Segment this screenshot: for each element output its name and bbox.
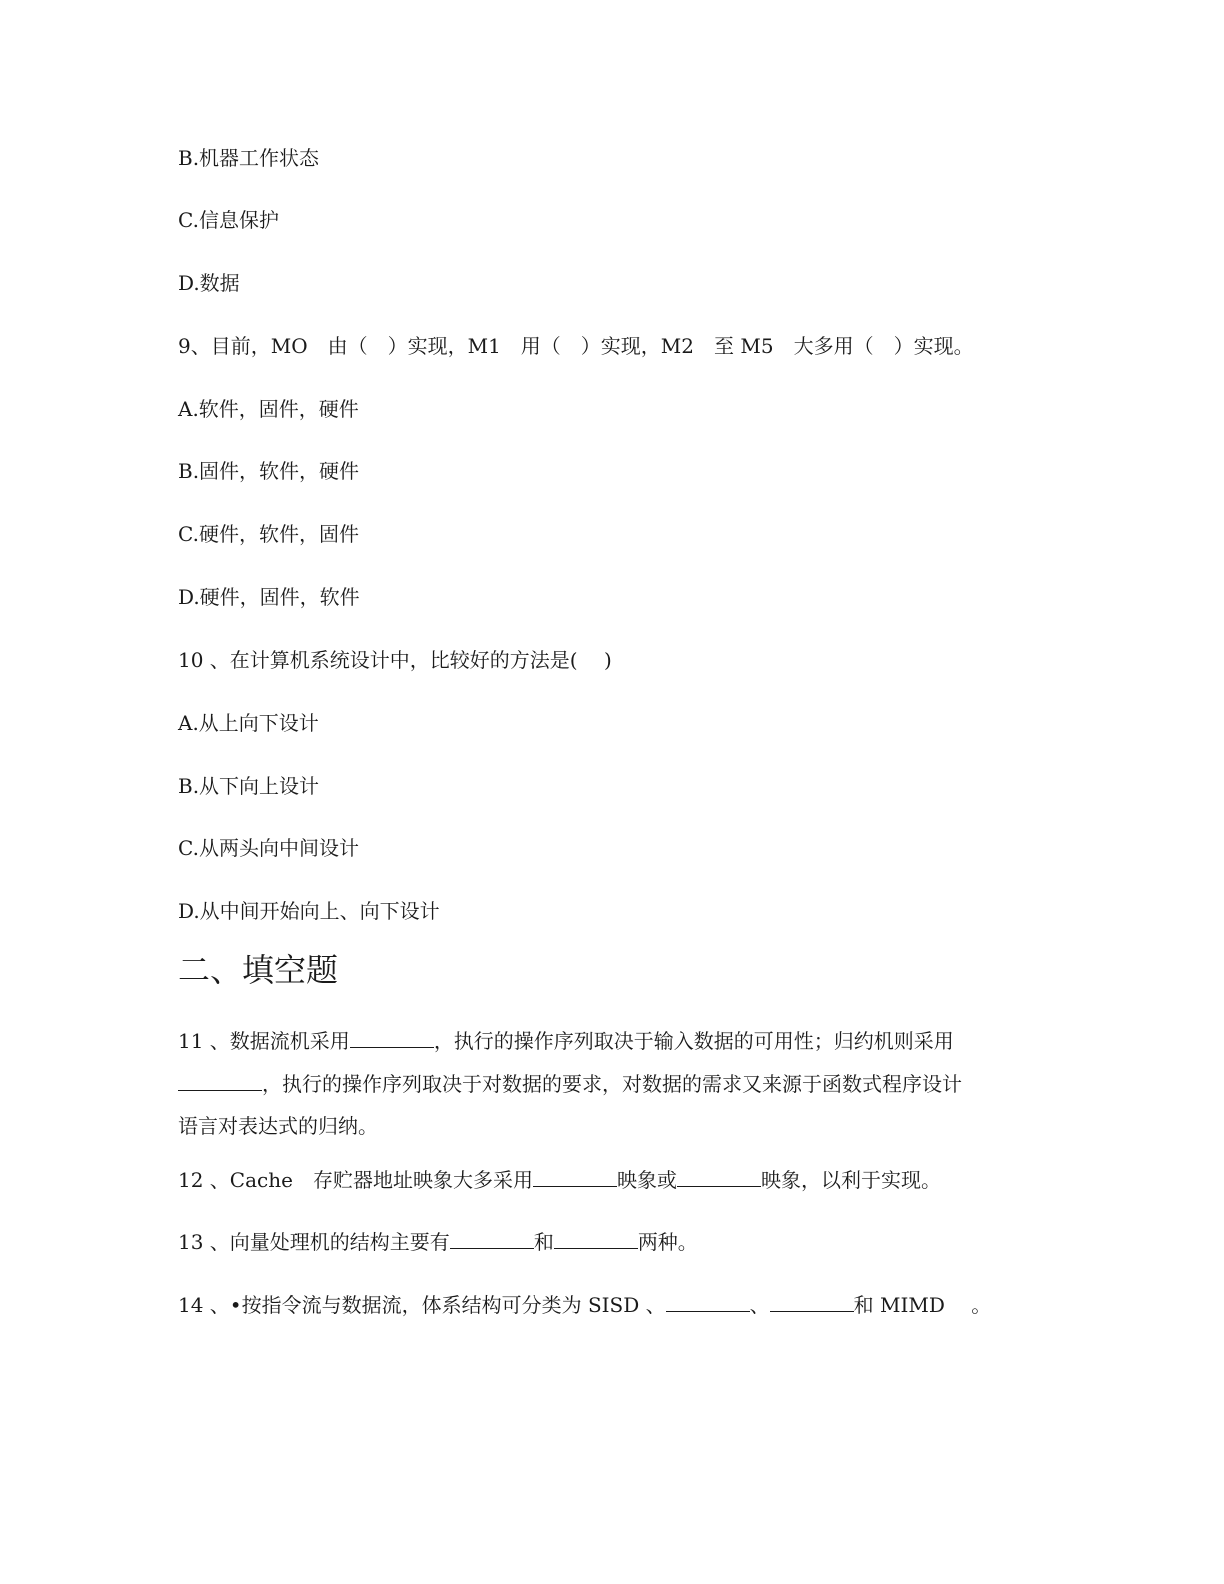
q12-text-1: 12 、Cache 存贮器地址映象大多采用 [178, 1168, 533, 1192]
q9-option-c: C.硬件，软件，固件 [178, 522, 359, 546]
q11-line-1 [178, 1027, 954, 1055]
q12-blank-1 [533, 1166, 617, 1187]
q11-text-3: ，执行的操作序列取决于对数据的要求，对数据的需求又来源于函数式程序设计 [262, 1072, 962, 1096]
q11-line-2 [178, 1070, 962, 1098]
q14-text-1: 14 、•按指令流与数据流，体系结构可分类为 SISD 、 [178, 1293, 666, 1317]
q14-text-3: 和 MIMD 。 [853, 1293, 992, 1317]
q8-option-c: C.信息保护 [178, 208, 279, 232]
q10-option-c: C.从两头向中间设计 [178, 836, 359, 860]
q10-option-a: A.从上向下设计 [178, 711, 319, 735]
q14-blank-1 [666, 1291, 750, 1312]
q9-option-a: A.软件，固件，硬件 [178, 397, 359, 421]
q11-text-2: ，执行的操作序列取决于输入数据的可用性；归约机则采用 [433, 1029, 954, 1053]
q11-blank-1 [350, 1027, 434, 1048]
q11-text-1: 11 、数据流机采用 [178, 1029, 350, 1053]
q13-text-2: 和 [533, 1230, 554, 1254]
q13-blank-2 [554, 1228, 638, 1249]
q10-option-d: D.从中间开始向上、向下设计 [178, 899, 440, 923]
q13-line [178, 1228, 698, 1256]
section-title-fill-in: 二、填空题 [178, 951, 339, 989]
q14-blank-2 [770, 1291, 854, 1312]
q10-stem: 10 、在计算机系统设计中，比较好的方法是( ) [178, 648, 612, 672]
q12-line [178, 1166, 941, 1194]
q8-option-d: D.数据 [178, 271, 240, 295]
q14-text-2: 、 [749, 1293, 770, 1317]
q9-stem: 9、目前，MO 由（ ）实现，M1 用（ ）实现，M2 至 M5 大多用（ ）实现。 [178, 334, 974, 358]
q10-option-b: B.从下向上设计 [178, 774, 320, 798]
q11-line-3: 语言对表达式的归纳。 [178, 1114, 378, 1138]
q9-option-d: D.硬件，固件，软件 [178, 585, 360, 609]
q12-text-2: 映象或 [616, 1168, 677, 1192]
q8-option-b: B.机器工作状态 [178, 146, 320, 170]
q9-option-b: B.固件，软件，硬件 [178, 459, 360, 483]
q13-text-1: 13 、向量处理机的结构主要有 [178, 1230, 450, 1254]
q13-text-3: 两种。 [637, 1230, 698, 1254]
q12-text-3: 映象，以利于实现。 [760, 1168, 941, 1192]
q13-blank-1 [450, 1228, 534, 1249]
q14-line [178, 1291, 991, 1319]
q11-blank-2 [178, 1070, 262, 1091]
q12-blank-2 [677, 1166, 761, 1187]
